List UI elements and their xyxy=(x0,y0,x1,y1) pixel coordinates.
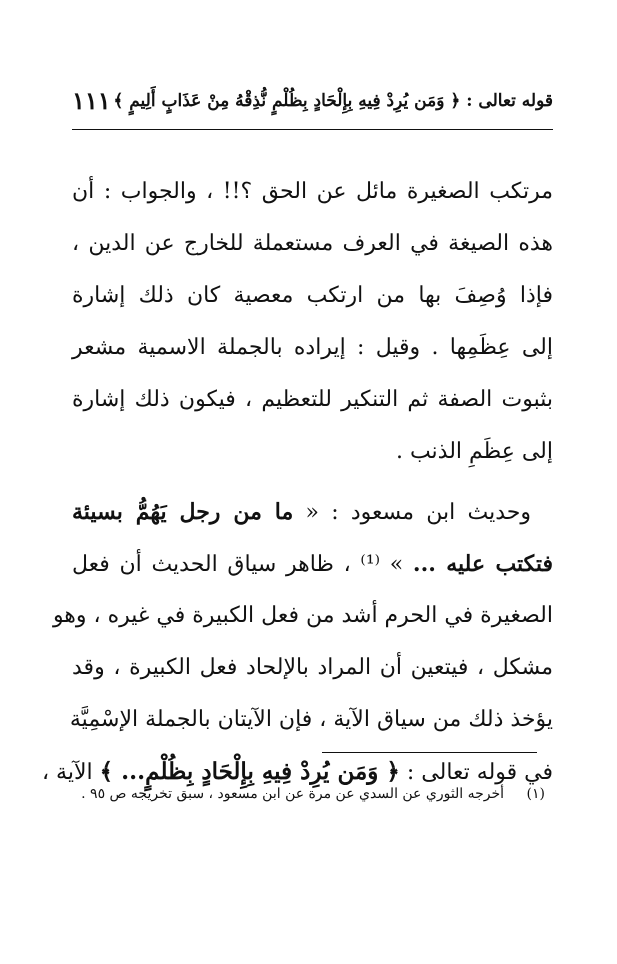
body-line: مرتكب الصغيرة مائل عن الحق ؟!! ، والجواب : أن xyxy=(72,179,553,204)
quran-verse: ﴿ وَمَن يُرِدْ فِيهِ بِإِلْحَادٍ بِظُلْمٍ... ﴾ xyxy=(99,758,400,785)
body-line: بثبوت الصفة ثم التنكير للتعظيم ، فيكون ذلك إشارة xyxy=(72,387,553,412)
hadith-quote-end: فتكتب عليه ... xyxy=(412,551,553,577)
header-divider xyxy=(72,129,553,130)
body-line: الصغيرة في الحرم أشد من فعل الكبيرة في غيره ، وهو xyxy=(52,603,553,628)
page-header xyxy=(72,84,553,128)
hadith-intro: وحديث ابن مسعود : « xyxy=(305,500,531,525)
body-line: إلى عِظَمِ الذنب . xyxy=(395,439,553,464)
body-text xyxy=(41,166,553,798)
page-number: ١١١ xyxy=(72,86,111,115)
paragraph-gap xyxy=(72,478,553,486)
footnote-text: أخرجه الثوري عن السدي عن مرة عن ابن مسعود ، سبق تخريجه ص ٩٥ . xyxy=(81,786,505,802)
footnote xyxy=(81,786,545,802)
body-line: يؤخذ ذلك من سياق الآية ، فإن الآيتان بالجملة الإسْمِيَّة xyxy=(69,707,553,732)
footnote-marker: (١) xyxy=(526,786,545,802)
verse-suffix: الآية ، xyxy=(41,760,93,785)
hadith-quote: ما من رجل يَهُمُّ بسيئة xyxy=(72,499,294,525)
verse-intro: في قوله تعالى : xyxy=(406,760,553,785)
body-line xyxy=(72,486,553,538)
body-line: فإذا وُصِفَ بها من ارتكب معصية كان ذلك إشارة xyxy=(72,283,553,308)
running-title-verse: ﴿ وَمَن يُرِدْ فِيهِ بِإِلْحَادٍ بِظُلْمٍ نُّذِقْهُ مِنْ عَذَابٍ أَلِيمٍ ﴾ xyxy=(113,91,461,111)
running-title-prefix: قوله تعالى : xyxy=(466,91,553,111)
footnote-divider xyxy=(322,752,537,753)
body-line: إلى عِظَمِها . وقيل : إيراده بالجملة الاسمية مشعر xyxy=(72,335,553,360)
body-line: مشكل ، فيتعين أن المراد بالإلحاد فعل الكبيرة ، وقد xyxy=(72,655,553,680)
hadith-commentary: » ⁽¹⁾ ، ظاهر سياق الحديث أن فعل xyxy=(72,552,404,577)
body-line: هذه الصيغة في العرف مستعملة للخارج عن الدين ، xyxy=(72,231,553,256)
body-line xyxy=(72,538,553,590)
running-title xyxy=(113,90,553,111)
